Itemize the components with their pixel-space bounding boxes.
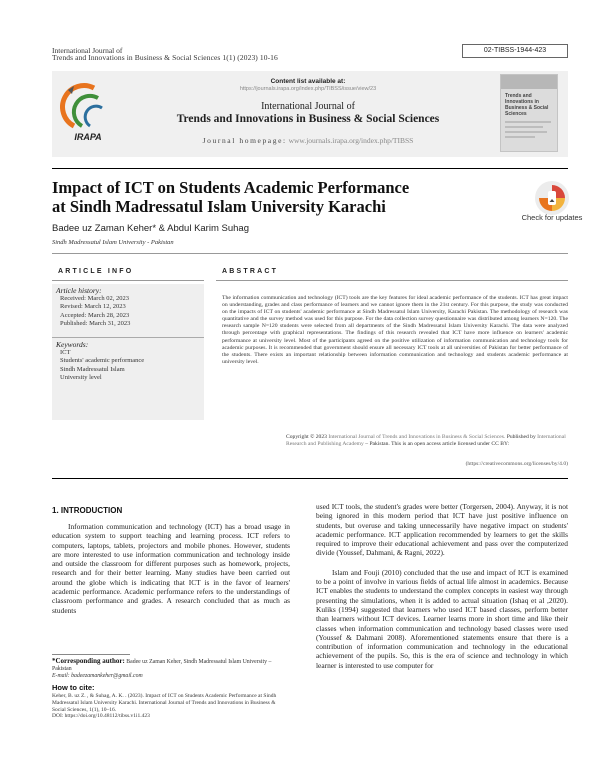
body-paragraph: Islam and Fouji (2010) concluded that the use and impact of ICT is examined to be a point of involve in various fields of actual life almost in academics. Because ICT enables the students to understand the complex concepts in easiest way through presenting the simulations, when it is added to actual situation (Ishaq et al ,2020). Kuliks (1994) suggested that learners who used ICT based classes, perform better than learners without ICT devices. Learner learns more in short time and like their classes when information communication and technology based classes were used (Youssef & Dahmani 2008). Aforementioned statements ensure that there is a contribution of information communication and technology in the educational achievement of the pupils. So, this is the era of science and technology in which learner is interested to use computer for	[316, 567, 568, 670]
article-history	[56, 286, 202, 329]
copyright-journal: International Journal of Trends and Innovations in Business & Social Sciences.	[328, 434, 506, 440]
article-title	[52, 178, 492, 216]
keywords-block	[56, 340, 202, 383]
keyword-item: University level	[60, 374, 102, 382]
corresponding-author-label: *Corresponding author:	[52, 657, 125, 665]
logo-wordmark: IRAPA	[74, 132, 102, 142]
license-link[interactable]: (https://creativecommons.org/licenses/by/4.0)	[465, 461, 568, 467]
journal-homepage	[120, 136, 496, 145]
article-info-rule	[52, 280, 204, 281]
keywords-rule	[52, 337, 204, 338]
cover-title: Trends and Innovations in Business & Social Sciences	[505, 93, 549, 117]
homepage-label: Journal homepage:	[202, 136, 287, 145]
running-header-journal: International Journal of	[52, 46, 123, 55]
title-rule	[52, 253, 568, 254]
abstract-heading: ABSTRACT	[222, 268, 279, 275]
issn-badge: 02-TIBSS-1944-423	[462, 44, 568, 58]
journal-name-line1: International Journal of	[261, 101, 355, 112]
copyright-prefix: Copyright © 2023	[286, 434, 327, 440]
irapa-logo-icon	[60, 78, 116, 146]
citation-text: Keher, B. uz Z. , & Suhag, A. K. . (2023). Impact of ICT on Students Academic Performance at Sindh Madressatul Islam University Karachi. International Journal of Trends and Innovations in Business & Social Sciences, 1(1), 10–16.	[52, 693, 277, 713]
affiliation: Sindh Madressatul Islam University - Pakistan	[52, 239, 174, 246]
copyright-published-by: Published by	[506, 434, 536, 440]
keyword-item: ICT	[60, 349, 71, 356]
footnote-rule	[52, 654, 130, 655]
keyword-item: Students' academic performance	[60, 357, 145, 365]
abstract-rule	[216, 280, 568, 281]
body-paragraph: used ICT tools, the student's grades were better (Torgersen, 2004). Anyway, it is not being ignored in this modern period that ICT have just positive influence on students, but overuse and taking unnecessarily have negative impact on students' academic performance. ICT application recommended by learners to get the skills required to improve their educational achievement and pass over the computerized divide (Youssef, Dahmani, & Ragni, 2022).	[316, 502, 568, 558]
contents-url-link[interactable]: https://journals.irapa.org/index.php/TIBSS/issue/view/23	[239, 86, 377, 92]
check-for-updates-label[interactable]: Check for updates	[521, 213, 583, 222]
history-item: Published: March 31, 2023	[60, 320, 131, 328]
copyright-suffix: – Pakistan. This is an open access article licensed under CC BY:	[365, 441, 510, 447]
keywords-heading: Keywords:	[56, 340, 89, 349]
authors: Badee uz Zaman Keher* & Abdul Karim Suhag	[52, 223, 249, 234]
history-heading: Article history:	[56, 286, 102, 295]
article-info-heading: ARTICLE INFO	[58, 268, 134, 275]
publisher-link[interactable]: International Research and Publishing Academy	[286, 434, 566, 447]
abstract-text: The information communication and technology (ICT) tools are the key features for ideal academic performance of the students. ICT has great impact on understanding, grades and class performance of learners and we cannot ignore them in the 21st century. For this purpose, the study was conducted on the impacts of ICT on students' academic performance at Sindh Madressatul Islam University, Karachi Pakistan. The methodology of research was quantitative and the survey method was used for this purpose. For the data collection survey questionnaire was distributed among learners N=120. The research sample N=120 students were selected from all departments of the Sindh Madressatul Islam University Karachi. The data were analyzed through percentage with graphical representations. The findings of this research revealed that ICT have more influence on learners' academic performance at university level. Most of the participants agreed on the positive utilization of information communication and technology tools for academic purposes. It is recommended that government should ensure all necessary ICT tools at all universities of Pakistan for better performance of the students. There exists an important relationship between information communication and technology and students academic performance at university level.	[222, 295, 568, 365]
copyright-notice	[286, 434, 568, 448]
check-for-updates-icon[interactable]	[534, 180, 570, 216]
body-paragraph: Information communication and technology (ICT) has a broad usage in education system to support teaching and learning process. ICT refers to computers, laptops, tablets, projectors and mobile phones. However, students are more interested to use information communication and technology inside and outside the classroom for different purposes such as homework, projects, research and for their better learning. Many studies have been carried out around the globe which is indicating that ICT is in the favor of learners' academic performance. Academic performance refers to the understandings of classroom performance and grades. A research concluded that as much as students	[52, 522, 290, 615]
article-title-line2: at Sindh Madressatul Islam University Karachi	[52, 197, 386, 216]
homepage-link[interactable]: www.journals.irapa.org/index.php/TIBSS	[288, 136, 414, 145]
body-column-right	[316, 502, 568, 670]
citation-block	[52, 693, 290, 720]
history-item: Accepted: March 28, 2023	[60, 311, 130, 319]
journal-name-line2: Trends and Innovations in Business & Social Sciences	[176, 113, 440, 125]
front-matter-rule	[52, 478, 568, 479]
keyword-item: Sindh Madressatul Islam	[60, 365, 125, 373]
journal-cover-thumbnail	[500, 74, 558, 152]
article-title-line1: Impact of ICT on Students Academic Performance	[52, 178, 410, 197]
history-item: Revised: March 12, 2023	[60, 303, 126, 311]
header-rule	[52, 168, 568, 169]
body-column-left	[52, 522, 290, 615]
history-item: Received: March 02, 2023	[60, 295, 129, 302]
how-to-cite-heading: How to cite:	[52, 683, 95, 692]
running-header-series: Trends and Innovations in Business & Social Sciences 1(1) (2023) 10-16	[52, 53, 278, 62]
corresponding-author-footnote	[52, 658, 290, 680]
corresponding-author-name: Badee uz Zaman Keher, Sindh Madressatul Islam University – Pakistan	[52, 659, 272, 673]
contents-label: Content list available at:	[270, 78, 346, 85]
doi-link[interactable]: DOI: https://doi.org/10.48112/tibss.v1i1.423	[52, 713, 150, 720]
introduction-heading: 1. INTRODUCTION	[52, 506, 123, 515]
corresponding-author-email[interactable]: E-mail: badeezamankeher@gmail.com	[52, 673, 143, 680]
